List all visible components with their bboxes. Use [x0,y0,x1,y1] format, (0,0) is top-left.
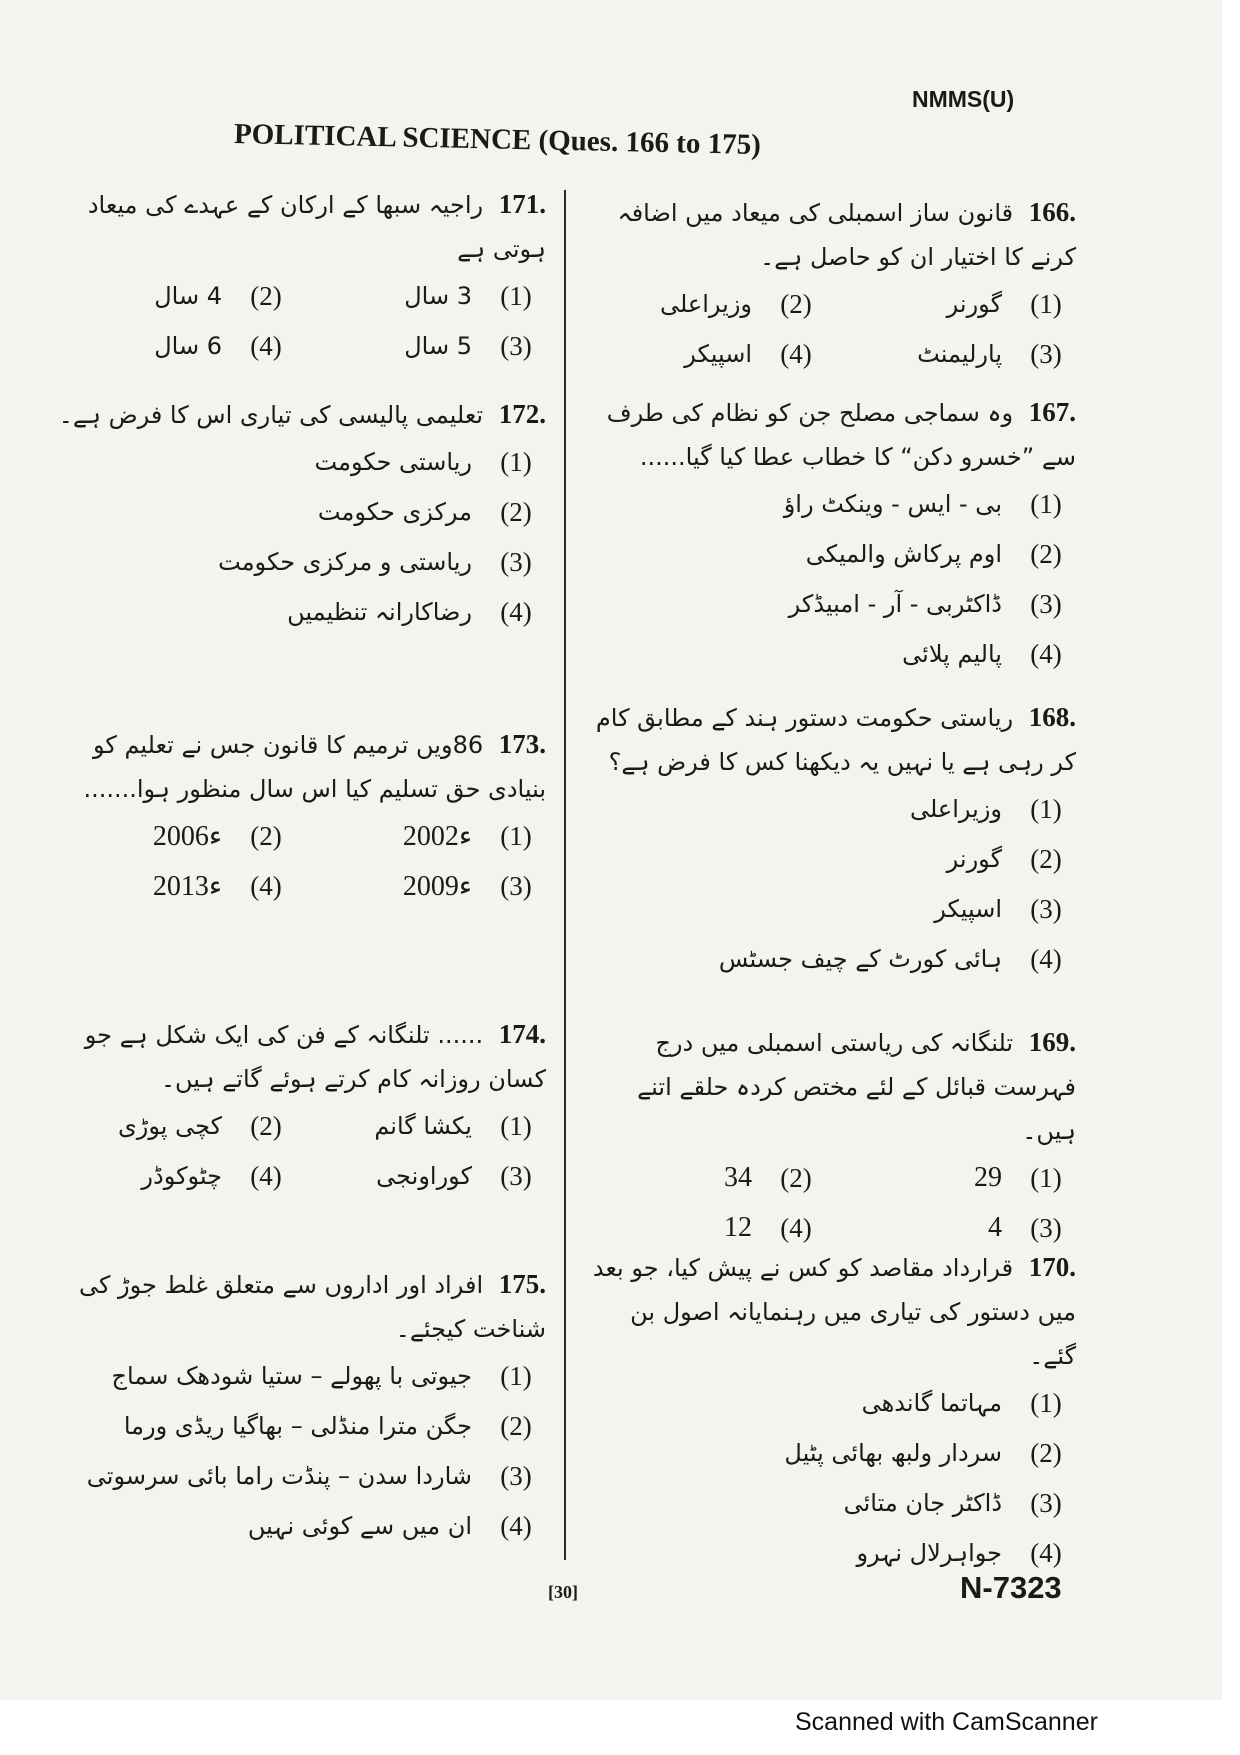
option-text: چٹوکوڈر [141,1162,222,1190]
option [576,884,1076,934]
option [576,1478,1076,1528]
option-number: (2) [500,496,532,527]
option-number: (2) [1030,843,1062,874]
question-172 [46,392,546,637]
question-text: ...... تلنگانہ کے فن کی ایک شکل ہے جو کسان روزانہ کام کرتے ہوئے گاتے ہیں۔ [84,1021,546,1093]
option [296,271,546,321]
question-text: تعلیمی پالیسی کی تیاری اس کا فرض ہے۔ [58,401,484,429]
option-text: جیوتی با پھولے – ستیا شودھک سماج [111,1362,472,1390]
option [296,1101,546,1151]
option-text: جواہرلال نہرو [856,1539,1002,1567]
option-number: (3) [1030,588,1062,619]
option-text: اوم پرکاش والمیکی [805,540,1002,568]
option-number: (4) [250,330,282,361]
option-text: ہائی کورٹ کے چیف جسٹس [718,945,1002,973]
option [826,329,1076,379]
page-number: [30] [548,1582,578,1602]
option-text: وزیراعلی [909,795,1002,823]
option-text: ڈاکٹر جان متائی [843,1489,1002,1517]
question-text: راجیہ سبھا کے ارکان کے عہدے کی میعاد ہوتی ہے [87,191,546,263]
option-text: رضاکارانہ تنظیمیں [287,598,472,626]
option-number: (1) [1030,488,1062,519]
option-text: شاردا سدن – پنڈت راما بائی سرسوتی [86,1462,472,1490]
option-text: پارلیمنٹ [917,340,1002,368]
option-text: یکشا گانم [374,1112,472,1140]
option-number: (4) [1030,638,1062,669]
option [576,1428,1076,1478]
option [576,934,1076,984]
option-number: (3) [1030,1212,1062,1243]
option-number: (3) [1030,338,1062,369]
option-number: (2) [1030,1437,1062,1468]
option-text: کوراونجی [376,1162,472,1190]
option-text: 2013ء [152,871,222,902]
option-text: ڈاکٹربی - آر - امبیڈکر [788,590,1002,618]
question-number: 167. [1028,397,1076,427]
question-168 [576,695,1076,984]
option [46,1451,546,1501]
option [46,811,296,861]
option-text: سردار ولبھ بھائی پٹیل [784,1439,1002,1467]
option-text: مہاتما گاندھی [861,1389,1002,1417]
option [576,629,1076,679]
option-text: 6 سال [154,332,222,360]
question-170 [576,1245,1076,1578]
option [46,1351,546,1401]
exam-code: NMMS(U) [912,86,1015,112]
option [46,1101,296,1151]
option-text: اسپیکر [934,895,1002,923]
option-number: (4) [500,596,532,627]
option-text: مرکزی حکومت [317,498,472,526]
option-text: 2009ء [402,871,472,902]
option-text: 4 سال [154,282,222,310]
option-number: (4) [780,338,812,369]
option [46,537,546,587]
option [576,834,1076,884]
question-text: تلنگانہ کی ریاستی اسمبلی میں درج فہرست قبائل کے لئے مختص کردہ حلقے اتنے ہیں۔ [637,1029,1076,1145]
option-number: (4) [250,870,282,901]
option-number: (2) [250,1110,282,1141]
option-text: کچی پوڑی [117,1112,222,1140]
option-number: (1) [1030,1162,1062,1193]
option [46,1151,296,1201]
option-text: ریاستی و مرکزی حکومت [218,548,472,576]
option-number: (1) [1030,1387,1062,1418]
option [296,811,546,861]
option [576,784,1076,834]
paper-code: N-7323 [960,1570,1062,1605]
option-text: 12 [724,1212,752,1243]
option-text: 5 سال [404,332,472,360]
options [46,811,546,911]
option [296,1151,546,1201]
option [576,279,826,329]
option-number: (4) [1030,943,1062,974]
option-number: (2) [500,1410,532,1441]
question-text: قرارداد مقاصد کو کس نے پیش کیا، جو بعد میں دستور کی تیاری میں رہنمایانہ اصول بن گئے۔ [592,1254,1076,1370]
option-text: بی - ایس - وینکٹ راؤ [783,490,1002,518]
option [576,1153,826,1203]
scanner-watermark: Scanned with CamScanner [795,1708,1098,1736]
option-number: (2) [250,820,282,851]
option-text: 3 سال [404,282,472,310]
option-text: پالیم پلائی [902,640,1002,668]
option-text: وزیراعلی [659,290,752,318]
option-number: (1) [500,280,532,311]
option-text: جگن مترا منڈلی – بھاگیا ریڈی ورما [123,1412,472,1440]
option-number: (4) [500,1510,532,1541]
option [576,1378,1076,1428]
option [46,1401,546,1451]
question-text: ریاستی حکومت دستور ہند کے مطابق کام کر رہی ہے یا نہیں یہ دیکھنا کس کا فرض ہے؟ [595,704,1076,776]
options [576,279,1076,379]
option-text: ان میں سے کوئی نہیں [247,1512,472,1540]
option-number: (3) [1030,1487,1062,1518]
question-169 [576,1020,1076,1253]
options [576,1153,1076,1253]
option-text: 34 [724,1162,752,1193]
option-text: اسپیکر [684,340,752,368]
option-number: (3) [500,1160,532,1191]
column-divider [564,190,566,1560]
section-title: POLITICAL SCIENCE (Ques. 166 to 175) [233,118,762,162]
question-number: 172. [498,399,546,429]
option [576,329,826,379]
question-number: 171. [498,189,546,219]
question-number: 168. [1028,702,1076,732]
option [46,587,546,637]
options [46,271,546,371]
option-number: (4) [1030,1537,1062,1568]
options [46,437,546,637]
option [576,479,1076,529]
option [826,1153,1076,1203]
option-number: (4) [780,1212,812,1243]
question-text: قانون ساز اسمبلی کی میعاد میں اضافہ کرنے کا اختیار ان کو حاصل ہے۔ [617,199,1076,271]
option [296,321,546,371]
option [46,271,296,321]
question-text: افراد اور اداروں سے متعلق غلط جوڑ کی شناخت کیجئے۔ [78,1271,546,1343]
option-text: 29 [974,1162,1002,1193]
option-text: 2006ء [152,821,222,852]
option-number: (1) [500,1110,532,1141]
options [576,479,1076,679]
option-text: 2002ء [402,821,472,852]
option-text: ریاستی حکومت [314,448,472,476]
question-171 [46,182,546,371]
option-number: (1) [1030,793,1062,824]
option [296,861,546,911]
option-number: (3) [1030,893,1062,924]
question-text: 86ویں ترمیم کا قانون جس نے تعلیم کو بنیادی حق تسلیم کیا اس سال منظور ہوا....... [83,731,546,803]
option [46,1501,546,1551]
question-166 [576,190,1076,379]
option-number: (2) [780,288,812,319]
option-number: (1) [1030,288,1062,319]
question-number: 169. [1028,1027,1076,1057]
question-number: 170. [1028,1252,1076,1282]
options [576,1378,1076,1578]
option-number: (2) [1030,538,1062,569]
question-167 [576,390,1076,679]
question-text: وہ سماجی مصلح جن کو نظام کی طرف سے ”خسرو دکن“ کا خطاب عطا کیا گیا...... [606,399,1076,471]
option-number: (3) [500,546,532,577]
options [576,784,1076,984]
option-number: (4) [250,1160,282,1191]
option-number: (2) [250,280,282,311]
options [46,1101,546,1201]
option-number: (1) [500,446,532,477]
option [46,487,546,537]
option-text: 4 [988,1212,1002,1243]
question-174 [46,1012,546,1201]
option [576,579,1076,629]
question-173 [46,722,546,911]
option [576,529,1076,579]
option [46,437,546,487]
option [46,321,296,371]
option-text: گورنر [946,290,1002,318]
question-175 [46,1262,546,1551]
option-text: گورنر [946,845,1002,873]
option-number: (2) [780,1162,812,1193]
option-number: (3) [500,870,532,901]
question-number: 173. [498,729,546,759]
option-number: (3) [500,1460,532,1491]
option [46,861,296,911]
option [826,279,1076,329]
question-number: 175. [498,1269,546,1299]
option-number: (3) [500,330,532,361]
option-number: (1) [500,1360,532,1391]
options [46,1351,546,1551]
question-number: 174. [498,1019,546,1049]
question-number: 166. [1028,197,1076,227]
option-number: (1) [500,820,532,851]
